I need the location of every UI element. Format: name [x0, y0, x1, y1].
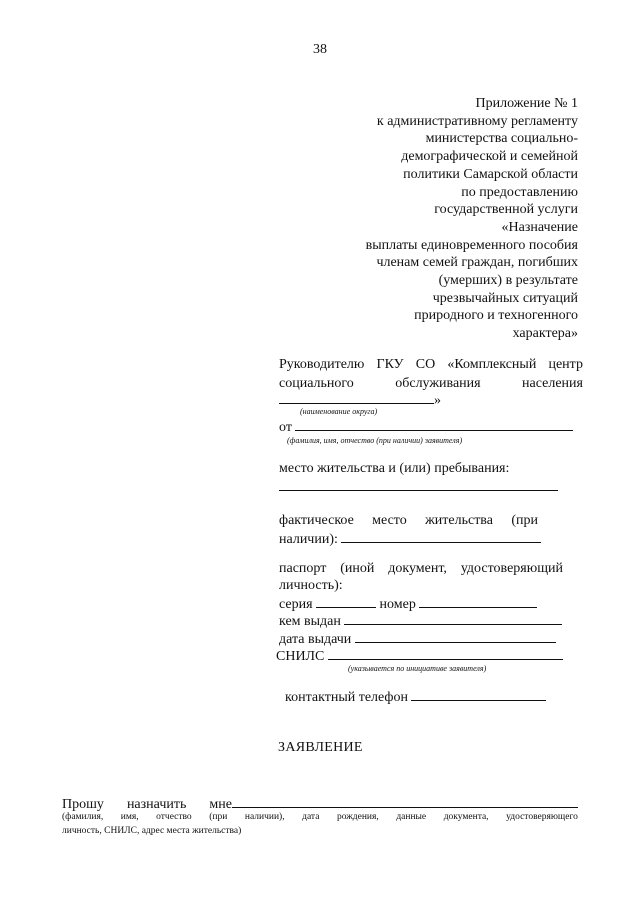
snils-caption: (указывается по инициативе заявителя): [348, 664, 487, 673]
series-line[interactable]: [316, 595, 376, 608]
word: наличии),: [244, 812, 285, 822]
word: обслуживания: [395, 376, 481, 391]
passport-line-2: личность):: [279, 578, 343, 593]
document-heading: ЗАЯВЛЕНИЕ: [278, 740, 363, 755]
word: «Комплексный: [447, 357, 537, 372]
actual-residence-line-1: [279, 512, 538, 530]
from-field[interactable]: [279, 418, 573, 437]
issued-by-label: кем выдан: [279, 614, 341, 629]
word: центр: [548, 357, 583, 372]
word: имя,: [120, 812, 139, 822]
request-line-field[interactable]: [232, 795, 578, 808]
number-label: номер: [379, 597, 416, 612]
word: данные: [396, 812, 427, 822]
issued-by-field[interactable]: [279, 612, 562, 631]
appendix-line: «Назначение: [501, 219, 578, 235]
word: отчество: [156, 812, 192, 822]
word: социального: [279, 376, 354, 391]
actual-residence-line[interactable]: [341, 530, 541, 543]
word: Прошу: [62, 797, 104, 812]
word: фактическое: [279, 513, 354, 528]
word: ГКУ: [376, 357, 404, 372]
word: документ,: [388, 561, 447, 576]
word: (при: [209, 812, 228, 822]
phone-label: контактный телефон: [285, 690, 408, 705]
actual-residence-label: наличии):: [279, 532, 338, 547]
snils-line[interactable]: [328, 647, 563, 660]
word: мне: [209, 797, 232, 812]
district-line[interactable]: [279, 391, 434, 404]
appendix-line: Приложение № 1: [475, 96, 578, 111]
word: рождения,: [336, 812, 379, 822]
appendix-line: чрезвычайных ситуаций: [432, 290, 578, 306]
request-note-line-2: личность, СНИЛС, адрес места жительства): [62, 826, 242, 836]
appendix-line: государственной услуги: [434, 202, 578, 218]
word: (фамилия,: [62, 812, 104, 822]
phone-line[interactable]: [411, 688, 546, 701]
number-line[interactable]: [419, 595, 537, 608]
word: СО: [415, 357, 436, 372]
appendix-line: по предоставлению: [461, 184, 578, 200]
from-label: от: [279, 420, 292, 435]
word: дата: [302, 812, 320, 822]
snils-label: СНИЛС: [276, 649, 325, 664]
word: паспорт: [279, 561, 327, 576]
word: жительства: [425, 513, 493, 528]
word: удостоверяющего: [506, 812, 578, 822]
district-caption: (наименование округа): [300, 407, 378, 416]
appendix-line: природного и техногенного: [414, 308, 578, 324]
word: населения: [522, 376, 583, 391]
appendix-line: членам семей граждан, погибших: [376, 255, 578, 271]
word: (при: [511, 513, 538, 528]
from-caption: (фамилия, имя, отчество (при наличии) заявителя): [287, 436, 463, 445]
phone-field[interactable]: [285, 688, 546, 707]
series-label: серия: [279, 597, 313, 612]
appendix-line: политики Самарской области: [403, 166, 578, 182]
appendix-line: к административному регламенту: [376, 113, 578, 129]
residence-line[interactable]: [279, 478, 558, 491]
issue-date-label: дата выдачи: [279, 632, 352, 647]
appendix-line: (умерших) в результате: [438, 273, 578, 289]
request-note-line-1: [62, 811, 578, 824]
appendix-line: выплаты единовременного пособия: [365, 237, 578, 253]
appendix-line: министерства социально-: [425, 131, 578, 147]
issued-by-line[interactable]: [344, 612, 562, 625]
word: назначить: [126, 797, 187, 812]
issue-date-line[interactable]: [355, 630, 556, 643]
passport-line-1: [279, 560, 563, 578]
page-number: 38: [313, 42, 327, 57]
from-line[interactable]: [295, 418, 573, 431]
actual-residence-field[interactable]: [279, 530, 541, 549]
word: документа,: [443, 812, 489, 822]
closing-quote: »: [434, 393, 441, 408]
word: Руководителю: [279, 357, 365, 372]
addressee-line-1: [279, 356, 583, 374]
residence-field[interactable]: [279, 478, 558, 496]
word: место: [372, 513, 407, 528]
appendix-line: характера»: [512, 326, 578, 342]
appendix-block: [278, 95, 578, 343]
appendix-line: демографической и семейной: [401, 149, 578, 165]
word: (иной: [340, 561, 375, 576]
word: удостоверяющий: [460, 561, 563, 576]
residence-label: место жительства и (или) пребывания:: [279, 461, 510, 476]
